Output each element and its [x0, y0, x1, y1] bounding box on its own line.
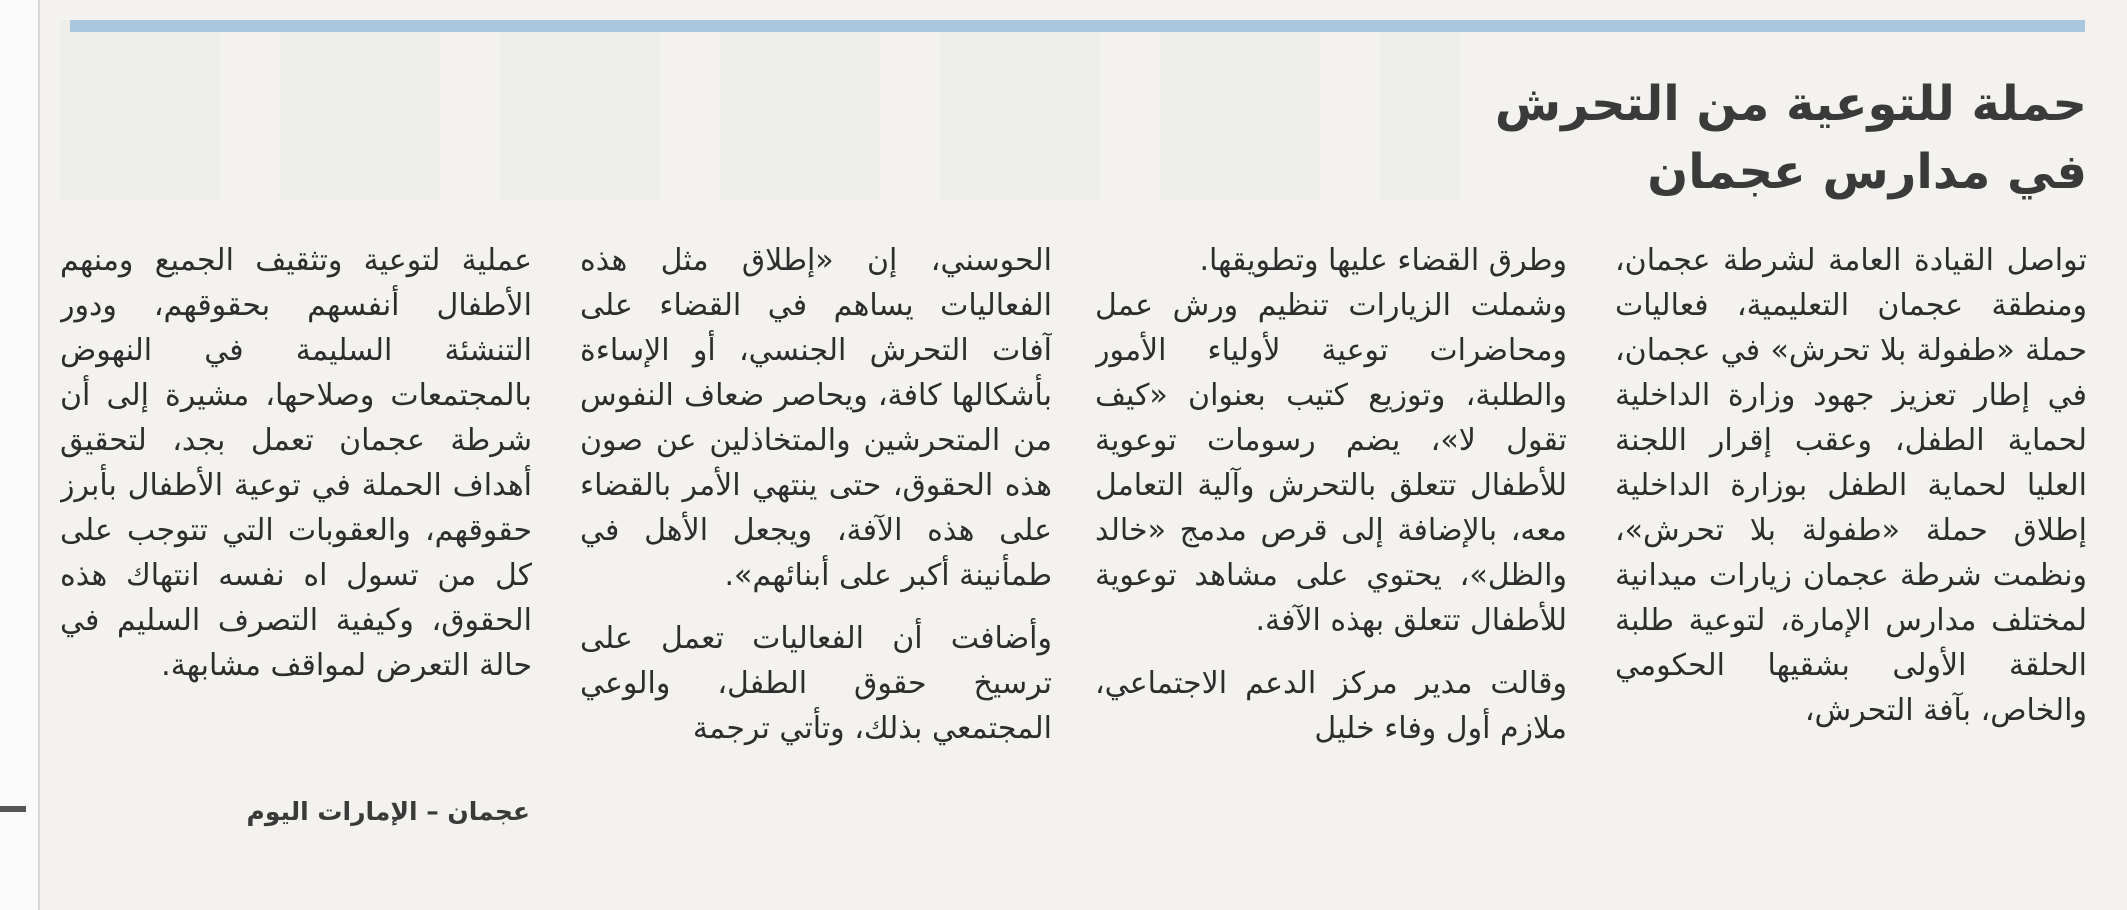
article-column-1: [1615, 238, 2087, 858]
article-column-3: [580, 238, 1052, 858]
article-column-4: [60, 238, 532, 858]
paragraph: وطرق القضاء عليها وتطويقها.: [1199, 243, 1567, 278]
paragraph: الحوسني، إن «إطلاق مثل هذه الفعاليات يساهم في القضاء على آفات التحرش الجنسي، أو الإساءة بأشكالها كافة، ويحاصر ضعاف النفوس من المتحرشين والمتخاذلين عن صون هذه الحقوق، حتى ينتهي الأمر بالقضاء على هذه الآفة، ويجعل الأهل في طمأنينة أكبر على أبنائهم».: [580, 243, 1052, 593]
paragraph: تواصل القيادة العامة لشرطة عجمان، ومنطقة عجمان التعليمية، فعاليات حملة «طفولة بلا تحرش» في عجمان، في إطار تعزيز جهود وزارة الداخلية لحماية الطفل، وعقب إقرار اللجنة العليا لحماية الطفل بوزارة الداخلية إطلاق حملة «طفولة بلا تحرش»، ونظمت شرطة عجمان زيارات ميدانية لمختلف مدارس الإمارة، لتوعية طلبة الحلقة الأولى بشقيها الحكومي والخاص، بآفة التحرش،: [1615, 243, 2087, 728]
page-edge: [0, 0, 40, 910]
page-edge-mark: [0, 806, 26, 812]
article-headline: [1187, 70, 2087, 206]
paragraph: وشملت الزيارات تنظيم ورش عمل ومحاضرات توعية لأولياء الأمور والطلبة، وتوزيع كتيب بعنوان «كيف تقول لا»، يضم رسومات توعوية للأطفال تتعلق بالتحرش وآلية التعامل معه، بالإضافة إلى قرص مدمج «خالد والظل»، يحتوي على مشاهد توعوية للأطفال تتعلق بهذه الآفة.: [1095, 288, 1567, 638]
paragraph: عملية لتوعية وتثقيف الجميع ومنهم الأطفال أنفسهم بحقوقهم، ودور التنشئة السليمة في النهوض بالمجتمعات وصلاحها، مشيرة إلى أن شرطة عجمان تعمل بجد، لتحقيق أهداف الحملة في توعية الأطفال بأبرز حقوقهم، والعقوبات التي تتوجب على كل من تسول اه نفسه انتهاك هذه الحقوق، وكيفية التصرف السليم في حالة التعرض لمواقف مشابهة.: [60, 243, 532, 683]
paragraph: وقالت مدير مركز الدعم الاجتماعي، ملازم أول وفاء خليل: [1095, 666, 1567, 746]
headline-line-1: حملة للتوعية من التحرش: [1494, 76, 2087, 132]
byline: عجمان – الإمارات اليوم: [246, 797, 530, 826]
paragraph: وأضافت أن الفعاليات تعمل على ترسيخ حقوق الطفل، والوعي المجتمعي بذلك، وتأتي ترجمة: [580, 621, 1052, 746]
top-rule: [70, 20, 2085, 32]
headline-line-2: في مدارس عجمان: [1647, 144, 2087, 200]
article-column-2: [1095, 238, 1567, 858]
